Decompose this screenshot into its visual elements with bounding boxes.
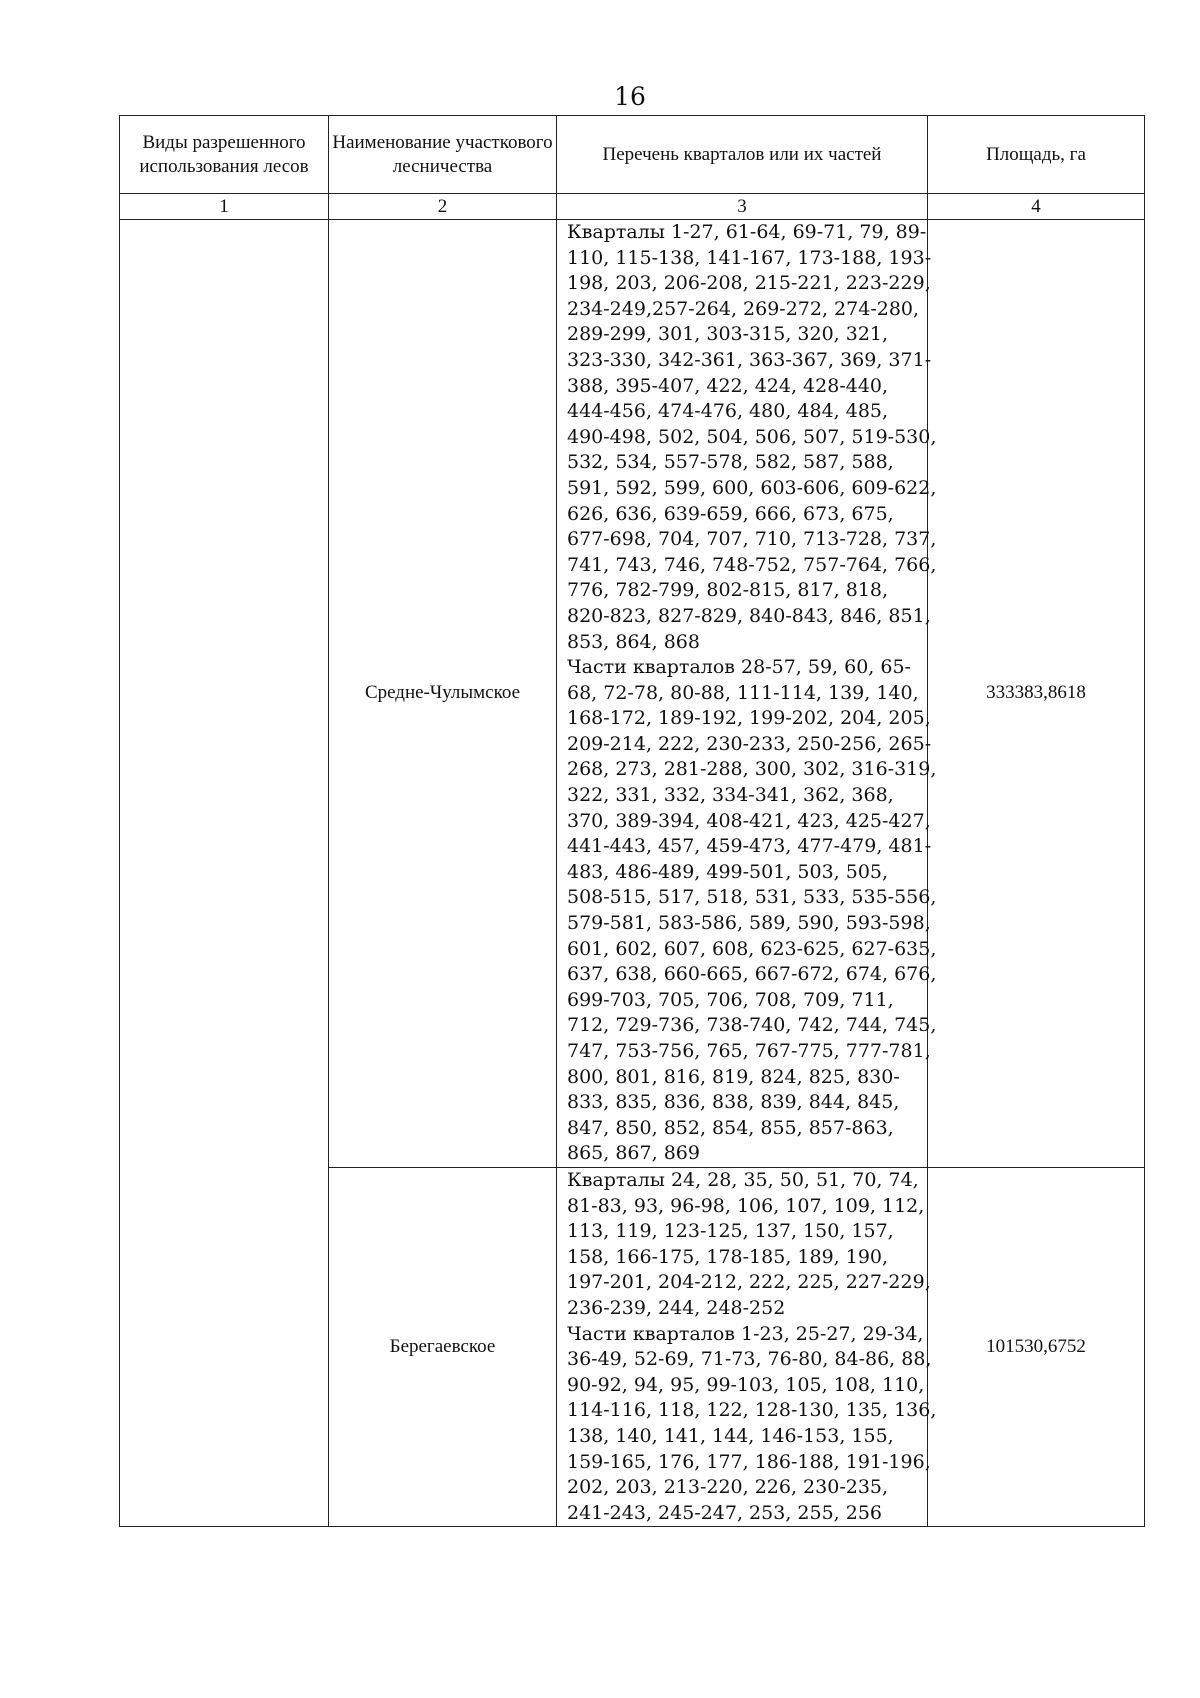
column-number-row	[120, 194, 1145, 220]
forestry-name-cell: Берегаевское	[329, 1167, 557, 1526]
quarters-line: 508-515, 517, 518, 531, 533, 535-556,	[567, 886, 937, 909]
quarters-line: 747, 753-756, 765, 767-775, 777-781,	[567, 1040, 931, 1062]
quarters-line: 579-581, 583-586, 589, 590, 593-598,	[567, 912, 931, 935]
quarters-line: 202, 203, 213-220, 226, 230-235,	[567, 1476, 889, 1499]
quarters-line: 197-201, 204-212, 222, 225, 227-229,	[567, 1271, 931, 1294]
quarters-line: 110, 115-138, 141-167, 173-188, 193-	[567, 246, 932, 269]
page-number: 16	[614, 82, 646, 111]
quarters-line: Части кварталов 1-23, 25-27, 29-34,	[567, 1322, 924, 1345]
quarters-line: 168-172, 189-192, 199-202, 204, 205,	[567, 707, 931, 730]
quarters-line: 800, 801, 816, 819, 824, 825, 830-	[567, 1065, 900, 1088]
quarters-line: 322, 331, 332, 334-341, 362, 368,	[567, 784, 894, 807]
quarters-line: 626, 636, 639-659, 666, 673, 675,	[567, 502, 894, 525]
quarters-line: 820-823, 827-829, 840-843, 846, 851,	[567, 604, 931, 627]
area-cell: 333383,8618	[928, 220, 1145, 1168]
quarters-line: 114-116, 118, 122, 128-130, 135, 136,	[567, 1399, 937, 1422]
quarters-line: 370, 389-394, 408-421, 423, 425-427,	[567, 809, 931, 832]
quarters-line: 532, 534, 557-578, 582, 587, 588,	[567, 451, 894, 474]
quarters-line: Части кварталов 28-57, 59, 60, 65-	[567, 656, 911, 679]
quarters-line: 847, 850, 852, 854, 855, 857-863,	[567, 1116, 894, 1139]
quarters-line: Кварталы 24, 28, 35, 50, 51, 70, 74,	[567, 1168, 919, 1191]
quarters-list-cell	[557, 1167, 937, 1526]
quarters-line: 444-456, 474-476, 480, 484, 485,	[567, 400, 889, 423]
quarters-line: 699-703, 705, 706, 708, 709, 711,	[567, 988, 894, 1011]
quarters-line: 113, 119, 123-125, 137, 150, 157,	[567, 1220, 894, 1243]
quarters-line: 138, 140, 141, 144, 146-153, 155,	[567, 1424, 894, 1447]
header-area: Площадь, га	[928, 116, 1145, 194]
area-cell: 101530,6752	[928, 1167, 1145, 1526]
quarters-line: 68, 72-78, 80-88, 111-114, 139, 140,	[567, 681, 919, 704]
column-number: 3	[557, 194, 928, 220]
quarters-list-cell	[557, 220, 937, 1168]
quarters-line: 776, 782-799, 802-815, 817, 818,	[567, 579, 889, 602]
quarters-line: 601, 602, 607, 608, 623-625, 627-635,	[567, 937, 937, 960]
quarters-line: 158, 166-175, 178-185, 189, 190,	[567, 1245, 889, 1268]
header-quarters-list: Перечень кварталов или их частей	[557, 116, 928, 194]
quarters-line: 833, 835, 836, 838, 839, 844, 845,	[567, 1091, 900, 1114]
quarters-line: 490-498, 502, 504, 506, 507, 519-530,	[567, 425, 937, 448]
column-number: 1	[120, 194, 329, 220]
use-type-cell	[120, 220, 329, 1527]
quarters-line: 241-243, 245-247, 253, 255, 256	[567, 1501, 883, 1524]
quarters-line: 441-443, 457, 459-473, 477-479, 481-	[567, 835, 932, 858]
header-forestry-name: Наименование участкового лесничества	[329, 116, 557, 194]
quarters-line: 36-49, 52-69, 71-73, 76-80, 84-86, 88,	[567, 1348, 932, 1371]
quarters-line: 712, 729-736, 738-740, 742, 744, 745,	[567, 1014, 937, 1037]
quarters-line: 209-214, 222, 230-233, 250-256, 265-	[567, 732, 932, 755]
quarters-line: 853, 864, 868	[567, 630, 700, 653]
forest-use-table	[119, 115, 1145, 1527]
quarters-line: Кварталы 1-27, 61-64, 69-71, 79, 89-	[567, 221, 927, 243]
quarters-line: 591, 592, 599, 600, 603-606, 609-622,	[567, 476, 937, 499]
quarters-line: 637, 638, 660-665, 667-672, 674, 676,	[567, 963, 937, 986]
quarters-line: 289-299, 301, 303-315, 320, 321,	[567, 323, 889, 346]
quarters-line: 388, 395-407, 422, 424, 428-440,	[567, 374, 889, 397]
quarters-line: 677-698, 704, 707, 710, 713-728, 737,	[567, 528, 937, 551]
quarters-line: 483, 486-489, 499-501, 503, 505,	[567, 860, 889, 883]
table-header-row	[120, 116, 1145, 194]
quarters-line: 198, 203, 206-208, 215-221, 223-229,	[567, 272, 931, 295]
column-number: 4	[928, 194, 1145, 220]
table-row-sredne-chulymskoe	[120, 220, 1145, 1168]
quarters-line: 323-330, 342-361, 363-367, 369, 371-	[567, 348, 932, 371]
quarters-line: 90-92, 94, 95, 99-103, 105, 108, 110,	[567, 1373, 925, 1396]
quarters-line: 81-83, 93, 96-98, 106, 107, 109, 112,	[567, 1194, 925, 1217]
header-use-type: Виды разрешенного использования лесов	[120, 116, 329, 194]
quarters-line: 234-249,257-264, 269-272, 274-280,	[567, 297, 920, 320]
quarters-line: 865, 867, 869	[567, 1142, 700, 1165]
quarters-line: 159-165, 176, 177, 186-188, 191-196,	[567, 1450, 931, 1473]
column-number: 2	[329, 194, 557, 220]
quarters-line: 741, 743, 746, 748-752, 757-764, 766,	[567, 553, 937, 576]
quarters-line: 236-239, 244, 248-252	[567, 1296, 786, 1319]
quarters-line: 268, 273, 281-288, 300, 302, 316-319,	[567, 758, 937, 781]
forestry-name-cell: Средне-Чулымское	[329, 220, 557, 1168]
